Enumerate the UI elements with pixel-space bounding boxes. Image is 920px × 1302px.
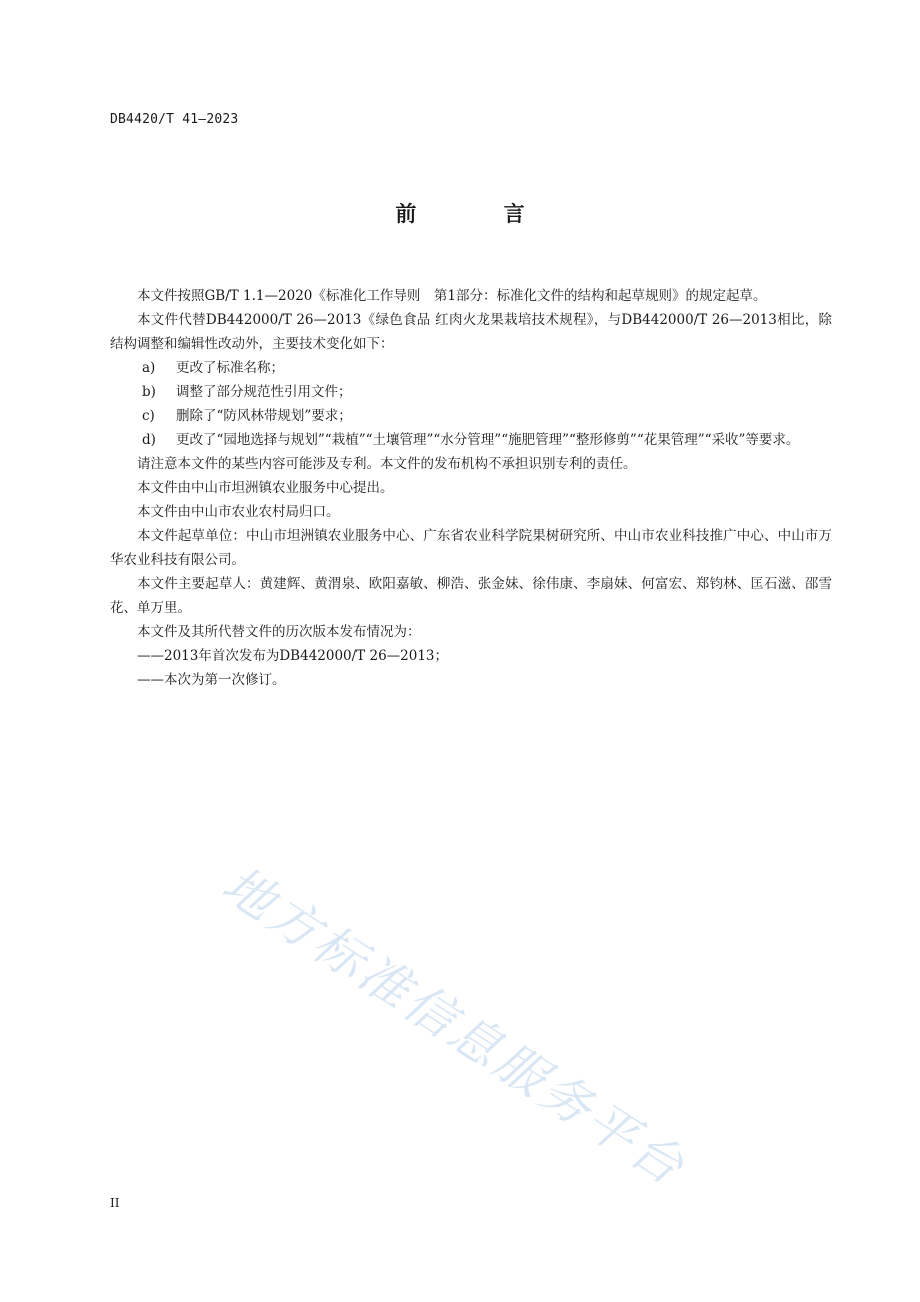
paragraph-drafters: 本文件主要起草人：黄建辉、黄渭泉、欧阳嘉敏、柳浩、张金妹、徐伟康、李扇妹、何富宏、郑钧林、匡石滋、邵雪花、单万里。	[110, 576, 832, 616]
list-marker: c)	[142, 408, 155, 424]
foreword-body	[110, 284, 832, 692]
page-number: II	[110, 1196, 120, 1210]
list-marker: b)	[142, 384, 156, 400]
paragraph-drafting-basis: 本文件按照GB/T 1.1—2020《标准化工作导则 第1部分：标准化文件的结构和起草规则》的规定起草。	[137, 288, 767, 304]
list-marker: d)	[142, 432, 156, 448]
page-title: 前 言	[395, 202, 565, 226]
list-item-text: 调整了部分规范性引用文件；	[176, 384, 352, 400]
paragraph-version-history: 本文件及其所代替文件的历次版本发布情况为：	[137, 624, 421, 640]
paragraph-replacement: 本文件代替DB442000/T 26—2013《绿色食品 红肉火龙果栽培技术规程》，与DB442000/T 26—2013相比，除结构调整和编辑性改动外，主要技术变化如下：	[110, 312, 832, 352]
list-marker: a)	[142, 360, 156, 376]
list-item-text: 更改了标准名称；	[176, 360, 284, 376]
list-item	[110, 356, 832, 380]
list-item-text: 删除了“防风林带规划”要求；	[176, 408, 352, 424]
list-item-text: 更改了“园地选择与规划”“栽植”“土壤管理”“水分管理”“施肥管理”“整形修剪”“花果管理”“采收”等要求。	[176, 432, 800, 448]
paragraph-centralized-unit: 本文件由中山市农业农村局归口。	[137, 504, 340, 520]
document-code: DB4420/T 41—2023	[110, 112, 239, 127]
list-item	[110, 380, 832, 404]
list-item	[110, 404, 832, 428]
history-entry: ——本次为第一次修订。	[137, 672, 286, 688]
paragraph-proposer: 本文件由中山市坦洲镇农业服务中心提出。	[137, 480, 394, 496]
watermark: 地方标准信息服务平台	[212, 855, 697, 1198]
history-entry: ——2013年首次发布为DB442000/T 26—2013；	[137, 648, 449, 664]
paragraph-drafting-units: 本文件起草单位：中山市坦洲镇农业服务中心、广东省农业科学院果树研究所、中山市农业科技推广中心、中山市万华农业科技有限公司。	[110, 528, 832, 568]
list-item	[110, 428, 832, 452]
paragraph-patent-notice: 请注意本文件的某些内容可能涉及专利。本文件的发布机构不承担识别专利的责任。	[137, 456, 637, 472]
